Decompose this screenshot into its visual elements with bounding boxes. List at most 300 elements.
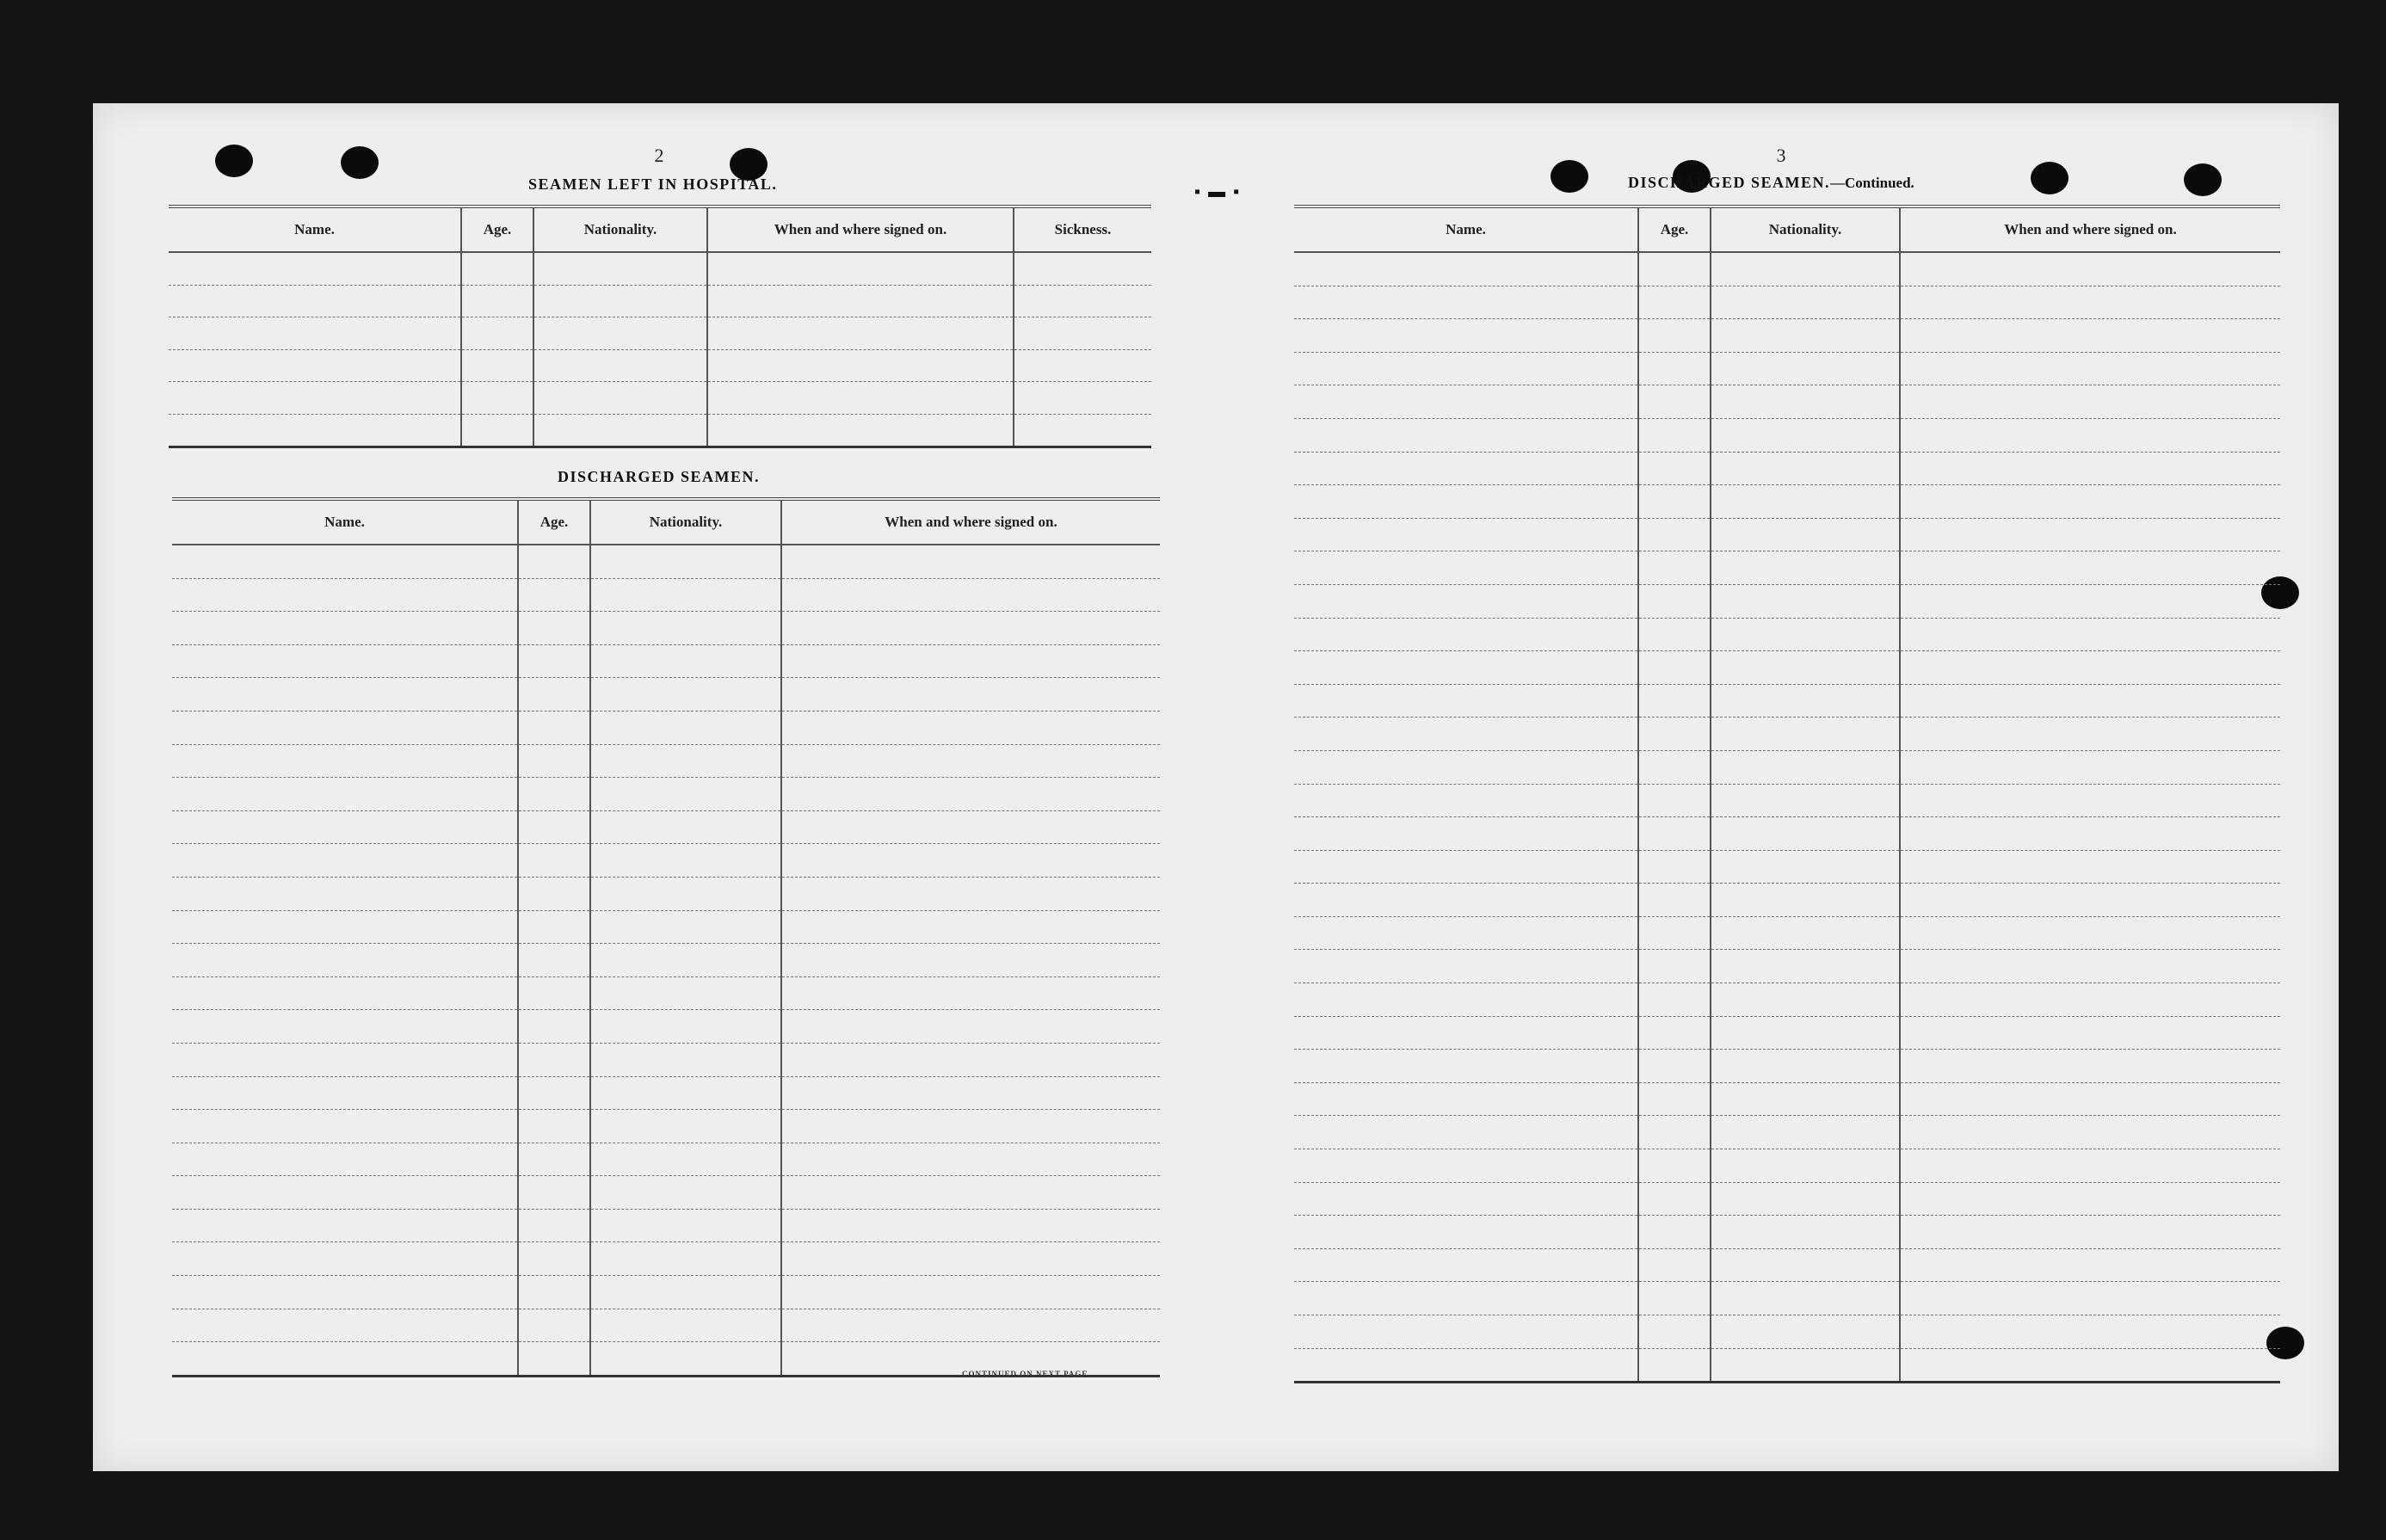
blank-form-cell <box>1638 1216 1711 1249</box>
blank-form-cell <box>172 545 518 578</box>
blank-form-cell <box>533 382 707 415</box>
blank-form-row <box>169 317 1151 350</box>
blank-form-cell <box>1900 352 2280 385</box>
blank-form-cell <box>533 252 707 285</box>
blank-form-cell <box>1294 286 1638 319</box>
blank-form-row <box>172 1309 1160 1342</box>
blank-form-cell <box>518 944 590 977</box>
blank-form-row <box>1294 1216 2280 1249</box>
blank-form-cell <box>1638 784 1711 817</box>
blank-form-cell <box>518 778 590 811</box>
blank-form-cell <box>781 1110 1160 1143</box>
blank-form-cell <box>1711 518 1900 551</box>
blank-form-cell <box>781 545 1160 578</box>
blank-form-cell <box>1900 684 2280 718</box>
blank-form-row <box>1294 1348 2280 1383</box>
blank-form-cell <box>461 414 533 447</box>
discharged-left-col-nationality: Nationality. <box>590 499 781 545</box>
blank-form-cell <box>461 349 533 382</box>
blank-form-cell <box>1294 1149 1638 1183</box>
blank-form-row <box>1294 784 2280 817</box>
blank-form-cell <box>518 1242 590 1276</box>
blank-form-cell <box>172 1043 518 1076</box>
blank-form-cell <box>1638 1348 1711 1383</box>
fold-mark: ▪ ▬ ▪ <box>1194 182 1242 201</box>
blank-form-cell <box>1638 850 1711 884</box>
blank-form-cell <box>1900 518 2280 551</box>
blank-form-row <box>169 382 1151 415</box>
blank-form-cell <box>1294 1348 1638 1383</box>
blank-form-row <box>1294 684 2280 718</box>
blank-form-row <box>1294 618 2280 651</box>
blank-form-cell <box>1711 252 1900 286</box>
blank-form-cell <box>172 877 518 910</box>
blank-form-cell <box>533 349 707 382</box>
blank-form-cell <box>1900 950 2280 983</box>
blank-form-cell <box>1638 618 1711 651</box>
blank-form-cell <box>1711 1315 1900 1349</box>
punch-hole <box>215 145 253 177</box>
blank-form-cell <box>518 844 590 878</box>
blank-form-cell <box>518 1010 590 1044</box>
blank-form-row <box>172 744 1160 778</box>
blank-form-cell <box>1294 784 1638 817</box>
blank-form-cell <box>781 1076 1160 1110</box>
blank-form-cell <box>1711 950 1900 983</box>
blank-form-cell <box>1638 684 1711 718</box>
blank-form-cell <box>1711 452 1900 485</box>
blank-form-cell <box>1711 850 1900 884</box>
punch-hole <box>341 146 379 179</box>
blank-form-cell <box>1638 584 1711 618</box>
blank-form-cell <box>172 1242 518 1276</box>
blank-form-cell <box>518 810 590 844</box>
blank-form-cell <box>172 976 518 1010</box>
blank-form-cell <box>1900 916 2280 950</box>
blank-form-cell <box>707 414 1014 447</box>
blank-form-cell <box>1711 817 1900 851</box>
blank-form-cell <box>1294 651 1638 685</box>
blank-form-cell <box>1711 684 1900 718</box>
blank-form-cell <box>781 644 1160 678</box>
blank-form-cell <box>518 578 590 612</box>
blank-form-row <box>172 877 1160 910</box>
blank-form-cell <box>533 414 707 447</box>
blank-form-cell <box>590 545 781 578</box>
blank-form-cell <box>1900 1315 2280 1349</box>
blank-form-row <box>172 910 1160 944</box>
blank-form-cell <box>172 810 518 844</box>
blank-form-row <box>172 644 1160 678</box>
blank-form-cell <box>1294 817 1638 851</box>
blank-form-row <box>1294 983 2280 1017</box>
blank-form-cell <box>1711 916 1900 950</box>
blank-form-cell <box>1900 750 2280 784</box>
blank-form-cell <box>1638 884 1711 917</box>
blank-form-cell <box>1638 1248 1711 1282</box>
blank-form-row <box>172 545 1160 578</box>
blank-form-cell <box>172 612 518 645</box>
blank-form-cell <box>590 976 781 1010</box>
blank-form-cell <box>1900 1248 2280 1282</box>
blank-form-cell <box>590 612 781 645</box>
blank-form-cell <box>590 1043 781 1076</box>
blank-form-cell <box>1294 950 1638 983</box>
blank-form-cell <box>1900 1149 2280 1183</box>
blank-form-row <box>1294 1149 2280 1183</box>
blank-form-cell <box>590 944 781 977</box>
blank-form-row <box>1294 718 2280 751</box>
blank-form-row <box>1294 817 2280 851</box>
blank-form-row <box>1294 1182 2280 1216</box>
blank-form-cell <box>1900 1348 2280 1383</box>
hospital-col-signed-on: When and where signed on. <box>707 206 1014 252</box>
blank-form-cell <box>1294 385 1638 419</box>
blank-form-cell <box>590 644 781 678</box>
blank-form-cell <box>590 844 781 878</box>
blank-form-cell <box>1638 1082 1711 1116</box>
blank-form-cell <box>1900 1050 2280 1083</box>
blank-form-cell <box>1294 983 1638 1017</box>
blank-form-cell <box>1638 1282 1711 1315</box>
blank-form-cell <box>1711 718 1900 751</box>
blank-form-row <box>1294 551 2280 585</box>
blank-form-cell <box>590 910 781 944</box>
discharged-table-left <box>172 497 1160 1377</box>
blank-form-cell <box>781 711 1160 744</box>
blank-form-cell <box>1638 1016 1711 1050</box>
blank-form-cell <box>1711 1082 1900 1116</box>
blank-form-cell <box>1294 1248 1638 1282</box>
blank-form-cell <box>172 744 518 778</box>
blank-form-cell <box>1638 385 1711 419</box>
blank-form-cell <box>172 578 518 612</box>
blank-form-cell <box>518 1043 590 1076</box>
blank-form-cell <box>781 1143 1160 1176</box>
blank-form-cell <box>518 1276 590 1309</box>
discharged-right-col-nationality: Nationality. <box>1711 206 1900 252</box>
blank-form-row <box>172 1176 1160 1210</box>
blank-form-row <box>1294 1016 2280 1050</box>
blank-form-cell <box>590 1010 781 1044</box>
blank-form-cell <box>1638 286 1711 319</box>
blank-form-cell <box>1294 884 1638 917</box>
blank-form-cell <box>781 910 1160 944</box>
blank-form-cell <box>1638 485 1711 519</box>
blank-form-cell <box>590 1143 781 1176</box>
discharged-right-header <box>1294 206 2280 252</box>
blank-form-cell <box>1638 1050 1711 1083</box>
blank-form-cell <box>1711 1282 1900 1315</box>
blank-form-cell <box>781 1176 1160 1210</box>
blank-form-cell <box>1900 850 2280 884</box>
blank-form-row <box>172 1276 1160 1309</box>
blank-form-cell <box>1900 452 2280 485</box>
blank-form-cell <box>518 1209 590 1242</box>
blank-form-row <box>1294 252 2280 286</box>
discharged-section-title: DISCHARGED SEAMEN. <box>558 468 761 485</box>
hospital-col-age: Age. <box>461 206 533 252</box>
blank-form-cell <box>518 644 590 678</box>
blank-form-cell <box>1294 684 1638 718</box>
discharged-left-col-signed-on: When and where signed on. <box>781 499 1160 545</box>
blank-form-cell <box>518 1176 590 1210</box>
blank-form-cell <box>781 612 1160 645</box>
blank-form-cell <box>1900 319 2280 353</box>
blank-form-cell <box>1900 1216 2280 1249</box>
blank-form-cell <box>1294 352 1638 385</box>
discharged-right-col-age: Age. <box>1638 206 1711 252</box>
blank-form-cell <box>1900 817 2280 851</box>
blank-form-cell <box>1711 1216 1900 1249</box>
punch-hole <box>2031 162 2068 194</box>
blank-form-cell <box>1638 352 1711 385</box>
blank-form-cell <box>1638 551 1711 585</box>
blank-form-cell <box>1294 1050 1638 1083</box>
blank-form-row <box>172 612 1160 645</box>
blank-form-cell <box>781 844 1160 878</box>
blank-form-cell <box>1294 1216 1638 1249</box>
blank-form-cell <box>169 414 461 447</box>
blank-form-row <box>172 678 1160 711</box>
blank-form-cell <box>1711 352 1900 385</box>
hospital-col-nationality: Nationality. <box>533 206 707 252</box>
blank-form-cell <box>169 317 461 350</box>
hospital-table-body <box>169 252 1151 447</box>
blank-form-cell <box>1711 1116 1900 1149</box>
blank-form-cell <box>1294 1116 1638 1149</box>
blank-form-cell <box>1014 349 1151 382</box>
punch-hole <box>1551 160 1588 193</box>
continued-note: CONTINUED ON NEXT PAGE. <box>962 1370 1091 1378</box>
blank-form-row <box>1294 1082 2280 1116</box>
blank-form-cell <box>1294 916 1638 950</box>
blank-form-cell <box>1900 1082 2280 1116</box>
blank-form-cell <box>518 678 590 711</box>
blank-form-cell <box>1900 1016 2280 1050</box>
blank-form-cell <box>1711 485 1900 519</box>
blank-form-cell <box>1711 750 1900 784</box>
blank-form-cell <box>1638 750 1711 784</box>
blank-form-cell <box>590 1342 781 1377</box>
blank-form-cell <box>590 778 781 811</box>
blank-form-cell <box>590 744 781 778</box>
blank-form-cell <box>172 1276 518 1309</box>
blank-form-cell <box>1900 1282 2280 1315</box>
blank-form-cell <box>172 1010 518 1044</box>
blank-form-row <box>1294 1248 2280 1282</box>
blank-form-cell <box>172 1342 518 1377</box>
blank-form-cell <box>1711 418 1900 452</box>
discharged-left-col-age: Age. <box>518 499 590 545</box>
blank-form-cell <box>781 944 1160 977</box>
blank-form-row <box>1294 584 2280 618</box>
discharged-continued-title <box>1628 174 1914 192</box>
blank-form-cell <box>590 1309 781 1342</box>
blank-form-cell <box>1638 651 1711 685</box>
blank-form-cell <box>590 810 781 844</box>
blank-form-cell <box>172 678 518 711</box>
discharged-left-body <box>172 545 1160 1376</box>
blank-form-cell <box>533 317 707 350</box>
blank-form-cell <box>1900 718 2280 751</box>
blank-form-cell <box>781 578 1160 612</box>
discharged-continued-title-text: DISCHARGED SEAMEN. <box>1628 174 1831 191</box>
blank-form-cell <box>169 252 461 285</box>
blank-form-cell <box>1900 485 2280 519</box>
blank-form-cell <box>707 252 1014 285</box>
blank-form-cell <box>1711 884 1900 917</box>
blank-form-row <box>1294 1282 2280 1315</box>
blank-form-row <box>1294 651 2280 685</box>
blank-form-row <box>172 810 1160 844</box>
blank-form-cell <box>172 644 518 678</box>
blank-form-cell <box>590 1276 781 1309</box>
blank-form-cell <box>169 349 461 382</box>
blank-form-cell <box>590 578 781 612</box>
hospital-table <box>169 205 1151 448</box>
blank-form-cell <box>172 1176 518 1210</box>
blank-form-row <box>172 1242 1160 1276</box>
blank-form-cell <box>1711 584 1900 618</box>
blank-form-cell <box>1294 584 1638 618</box>
blank-form-cell <box>781 1209 1160 1242</box>
blank-form-cell <box>1638 1315 1711 1349</box>
blank-form-cell <box>1900 983 2280 1017</box>
blank-form-cell <box>172 1110 518 1143</box>
blank-form-row <box>1294 352 2280 385</box>
blank-form-row <box>172 1043 1160 1076</box>
blank-form-cell <box>1711 1149 1900 1183</box>
hospital-table-header <box>169 206 1151 252</box>
blank-form-cell <box>1900 385 2280 419</box>
blank-form-cell <box>1294 618 1638 651</box>
blank-form-cell <box>1711 1248 1900 1282</box>
blank-form-cell <box>1294 418 1638 452</box>
right-page-number: 3 <box>1776 145 1786 166</box>
blank-form-cell <box>461 317 533 350</box>
blank-form-cell <box>1014 252 1151 285</box>
blank-form-cell <box>1711 1016 1900 1050</box>
blank-form-row <box>1294 1050 2280 1083</box>
blank-form-cell <box>1294 1082 1638 1116</box>
blank-form-cell <box>707 285 1014 317</box>
blank-form-row <box>172 711 1160 744</box>
blank-form-cell <box>518 910 590 944</box>
punch-hole <box>2184 163 2222 196</box>
blank-form-cell <box>1294 485 1638 519</box>
hospital-col-sickness: Sickness. <box>1014 206 1151 252</box>
blank-form-cell <box>781 810 1160 844</box>
blank-form-cell <box>781 678 1160 711</box>
left-page-number: 2 <box>654 145 664 166</box>
blank-form-row <box>1294 916 2280 950</box>
blank-form-row <box>172 578 1160 612</box>
document-sheet <box>93 103 2339 1471</box>
blank-form-cell <box>707 349 1014 382</box>
blank-form-cell <box>1638 518 1711 551</box>
blank-form-cell <box>518 545 590 578</box>
blank-form-cell <box>1711 286 1900 319</box>
blank-form-cell <box>518 877 590 910</box>
blank-form-row <box>1294 1116 2280 1149</box>
blank-form-row <box>172 1010 1160 1044</box>
blank-form-cell <box>1638 817 1711 851</box>
discharged-left-header <box>172 499 1160 545</box>
blank-form-cell <box>1294 1182 1638 1216</box>
blank-form-row <box>1294 850 2280 884</box>
blank-form-cell <box>1900 551 2280 585</box>
blank-form-cell <box>172 1309 518 1342</box>
blank-form-cell <box>533 285 707 317</box>
blank-form-cell <box>172 1143 518 1176</box>
blank-form-cell <box>781 976 1160 1010</box>
blank-form-cell <box>1294 252 1638 286</box>
blank-form-row <box>169 252 1151 285</box>
blank-form-cell <box>172 944 518 977</box>
blank-form-cell <box>1711 385 1900 419</box>
blank-form-row <box>172 1110 1160 1143</box>
blank-form-cell <box>1294 1315 1638 1349</box>
blank-form-cell <box>1014 285 1151 317</box>
blank-form-row <box>169 349 1151 382</box>
discharged-right-body <box>1294 252 2280 1383</box>
blank-form-cell <box>1638 252 1711 286</box>
blank-form-cell <box>590 678 781 711</box>
blank-form-cell <box>1294 750 1638 784</box>
blank-form-cell <box>1638 718 1711 751</box>
blank-form-cell <box>1638 1116 1711 1149</box>
blank-form-row <box>1294 319 2280 353</box>
blank-form-cell <box>781 1309 1160 1342</box>
blank-form-row <box>172 1143 1160 1176</box>
blank-form-cell <box>1014 414 1151 447</box>
blank-form-cell <box>461 382 533 415</box>
discharged-table-right <box>1294 205 2280 1383</box>
blank-form-cell <box>1294 518 1638 551</box>
blank-form-cell <box>1900 1182 2280 1216</box>
blank-form-cell <box>1711 983 1900 1017</box>
blank-form-row <box>1294 418 2280 452</box>
blank-form-cell <box>1900 286 2280 319</box>
blank-form-cell <box>1014 382 1151 415</box>
blank-form-cell <box>1294 718 1638 751</box>
blank-form-cell <box>1900 418 2280 452</box>
blank-form-cell <box>590 1110 781 1143</box>
blank-form-cell <box>518 1342 590 1377</box>
blank-form-row <box>169 285 1151 317</box>
blank-form-cell <box>169 285 461 317</box>
blank-form-cell <box>1900 584 2280 618</box>
blank-form-cell <box>1900 252 2280 286</box>
blank-form-cell <box>1711 1050 1900 1083</box>
blank-form-cell <box>1900 784 2280 817</box>
hospital-col-name: Name. <box>169 206 461 252</box>
blank-form-cell <box>1638 452 1711 485</box>
blank-form-row <box>1294 518 2280 551</box>
blank-form-cell <box>172 1076 518 1110</box>
blank-form-row <box>1294 1315 2280 1349</box>
blank-form-cell <box>1638 983 1711 1017</box>
blank-form-cell <box>172 1209 518 1242</box>
blank-form-cell <box>518 744 590 778</box>
blank-form-cell <box>1711 1182 1900 1216</box>
blank-form-cell <box>518 1110 590 1143</box>
blank-form-cell <box>1900 618 2280 651</box>
blank-form-cell <box>1294 1016 1638 1050</box>
blank-form-cell <box>1638 1182 1711 1216</box>
blank-form-cell <box>1711 551 1900 585</box>
